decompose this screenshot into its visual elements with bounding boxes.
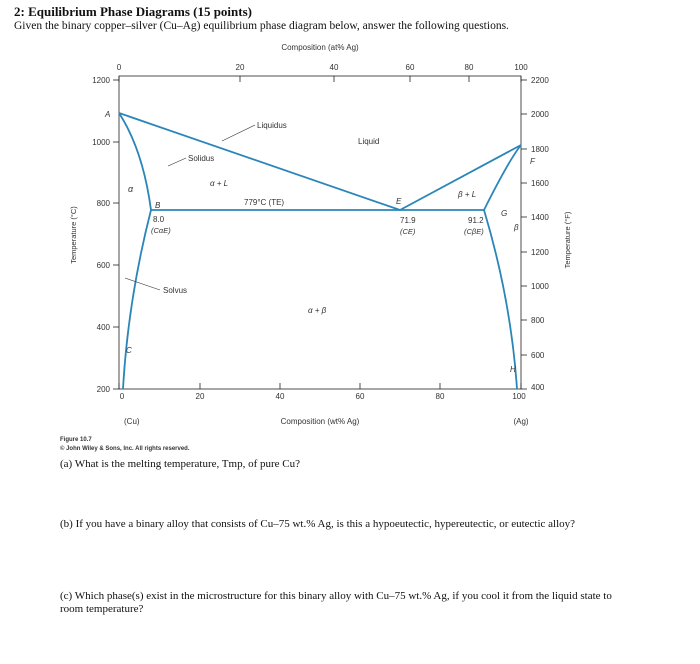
bottom-tick-label: 40 (275, 392, 285, 401)
right-tick-label: 2200 (531, 76, 549, 85)
left-tick-label: 200 (96, 385, 110, 394)
point-e-label: E (396, 197, 402, 206)
solidus-left (119, 113, 151, 210)
left-ticks (92, 76, 119, 394)
bottom-tick-label: 100 (512, 392, 526, 401)
point-b-label: B (155, 201, 161, 210)
liquidus-right (400, 145, 521, 210)
comp-beta-value: 91.2 (468, 216, 484, 225)
bottom-tick-label: 20 (195, 392, 205, 401)
top-tick-label: 0 (116, 63, 122, 72)
left-tick-label: 1200 (92, 76, 110, 85)
beta-liquid-label: β + L (458, 190, 477, 199)
beta-region-label: β (514, 223, 519, 232)
bottom-tick-label: 80 (435, 392, 445, 401)
right-tick-label: 1600 (531, 179, 549, 188)
left-tick-label: 600 (96, 261, 110, 270)
eutectic-temp-label: 779°C (TE) (244, 198, 285, 207)
point-g-label: G (501, 209, 508, 218)
left-tick-label: 400 (96, 323, 110, 332)
solvus-left (123, 210, 151, 389)
copyright-line: © John Wiley & Sons, Inc. All rights reserved. (60, 446, 190, 452)
top-tick-label: 100 (514, 63, 528, 72)
solvus-leader (125, 278, 160, 290)
right-tick-label: 1800 (531, 145, 549, 154)
comp-e-symbol: (CE) (400, 227, 416, 236)
liquidus-leader (222, 125, 255, 141)
top-axis-title: Composition (at% Ag) (281, 43, 359, 52)
alpha-beta-label: α + β (308, 306, 327, 315)
comp-beta-symbol: (CβE) (464, 227, 484, 236)
right-tick-label: 1200 (531, 248, 549, 257)
bottom-tick-label: 0 (119, 392, 125, 401)
solvus-right (484, 210, 517, 389)
left-axis-title: Temperature (°C) (69, 206, 78, 264)
right-tick-label: 1400 (531, 213, 549, 222)
bottom-ticks (119, 383, 526, 401)
right-tick-label: 400 (531, 383, 545, 392)
bottom-axis-title: Composition (wt% Ag) (280, 417, 360, 426)
question-c: (c) Which phase(s) exist in the microstructure for this binary alloy with Cu–75 wt.% Ag, if you cool it from the liquid state to room temperature? (60, 590, 612, 615)
point-h-label: H (510, 365, 516, 374)
alpha-liquid-label: α + L (210, 179, 229, 188)
bottom-tick-label: 60 (355, 392, 365, 401)
point-a-label: A (105, 110, 111, 119)
right-tick-label: 1000 (531, 282, 549, 291)
right-ticks (521, 76, 549, 392)
right-tick-label: 600 (531, 351, 545, 360)
ag-end-label: (Ag) (513, 417, 529, 426)
top-tick-label: 20 (235, 63, 245, 72)
top-ticks (117, 63, 528, 82)
left-tick-label: 800 (96, 199, 110, 208)
cu-end-label: (Cu) (124, 417, 140, 426)
point-c-label: C (126, 346, 132, 355)
right-axis-title: Temperature (°F) (563, 211, 572, 269)
comp-e-value: 71.9 (400, 216, 416, 225)
right-tick-label: 2000 (531, 110, 549, 119)
solvus-label: Solvus (163, 286, 188, 295)
liquid-label: Liquid (358, 137, 380, 146)
right-tick-label: 800 (531, 316, 545, 325)
comp-alpha-value: 8.0 (153, 215, 165, 224)
problem-title: 2: Equilibrium Phase Diagrams (15 points) (14, 4, 252, 19)
top-tick-label: 60 (405, 63, 415, 72)
point-f-label: F (530, 157, 535, 166)
solidus-leader (168, 158, 186, 166)
plot-frame (119, 76, 521, 389)
solidus-label: Solidus (188, 154, 215, 163)
top-tick-label: 40 (329, 63, 339, 72)
left-tick-label: 1000 (92, 138, 110, 147)
question-a: (a) What is the melting temperature, Tmp, of pure Cu? (60, 458, 300, 470)
alpha-region-label: α (128, 184, 134, 194)
figure-caption: Figure 10.7 (60, 437, 92, 443)
comp-alpha-symbol: (CαE) (151, 226, 171, 235)
top-tick-label: 80 (464, 63, 474, 72)
question-b: (b) If you have a binary alloy that consists of Cu–75 wt.% Ag, is this a hypoeutectic, hypereutectic, or eutectic alloy? (60, 518, 576, 530)
problem-intro: Given the binary copper–silver (Cu–Ag) equilibrium phase diagram below, answer the following questions. (14, 20, 509, 32)
liquidus-label: Liquidus (257, 121, 287, 130)
